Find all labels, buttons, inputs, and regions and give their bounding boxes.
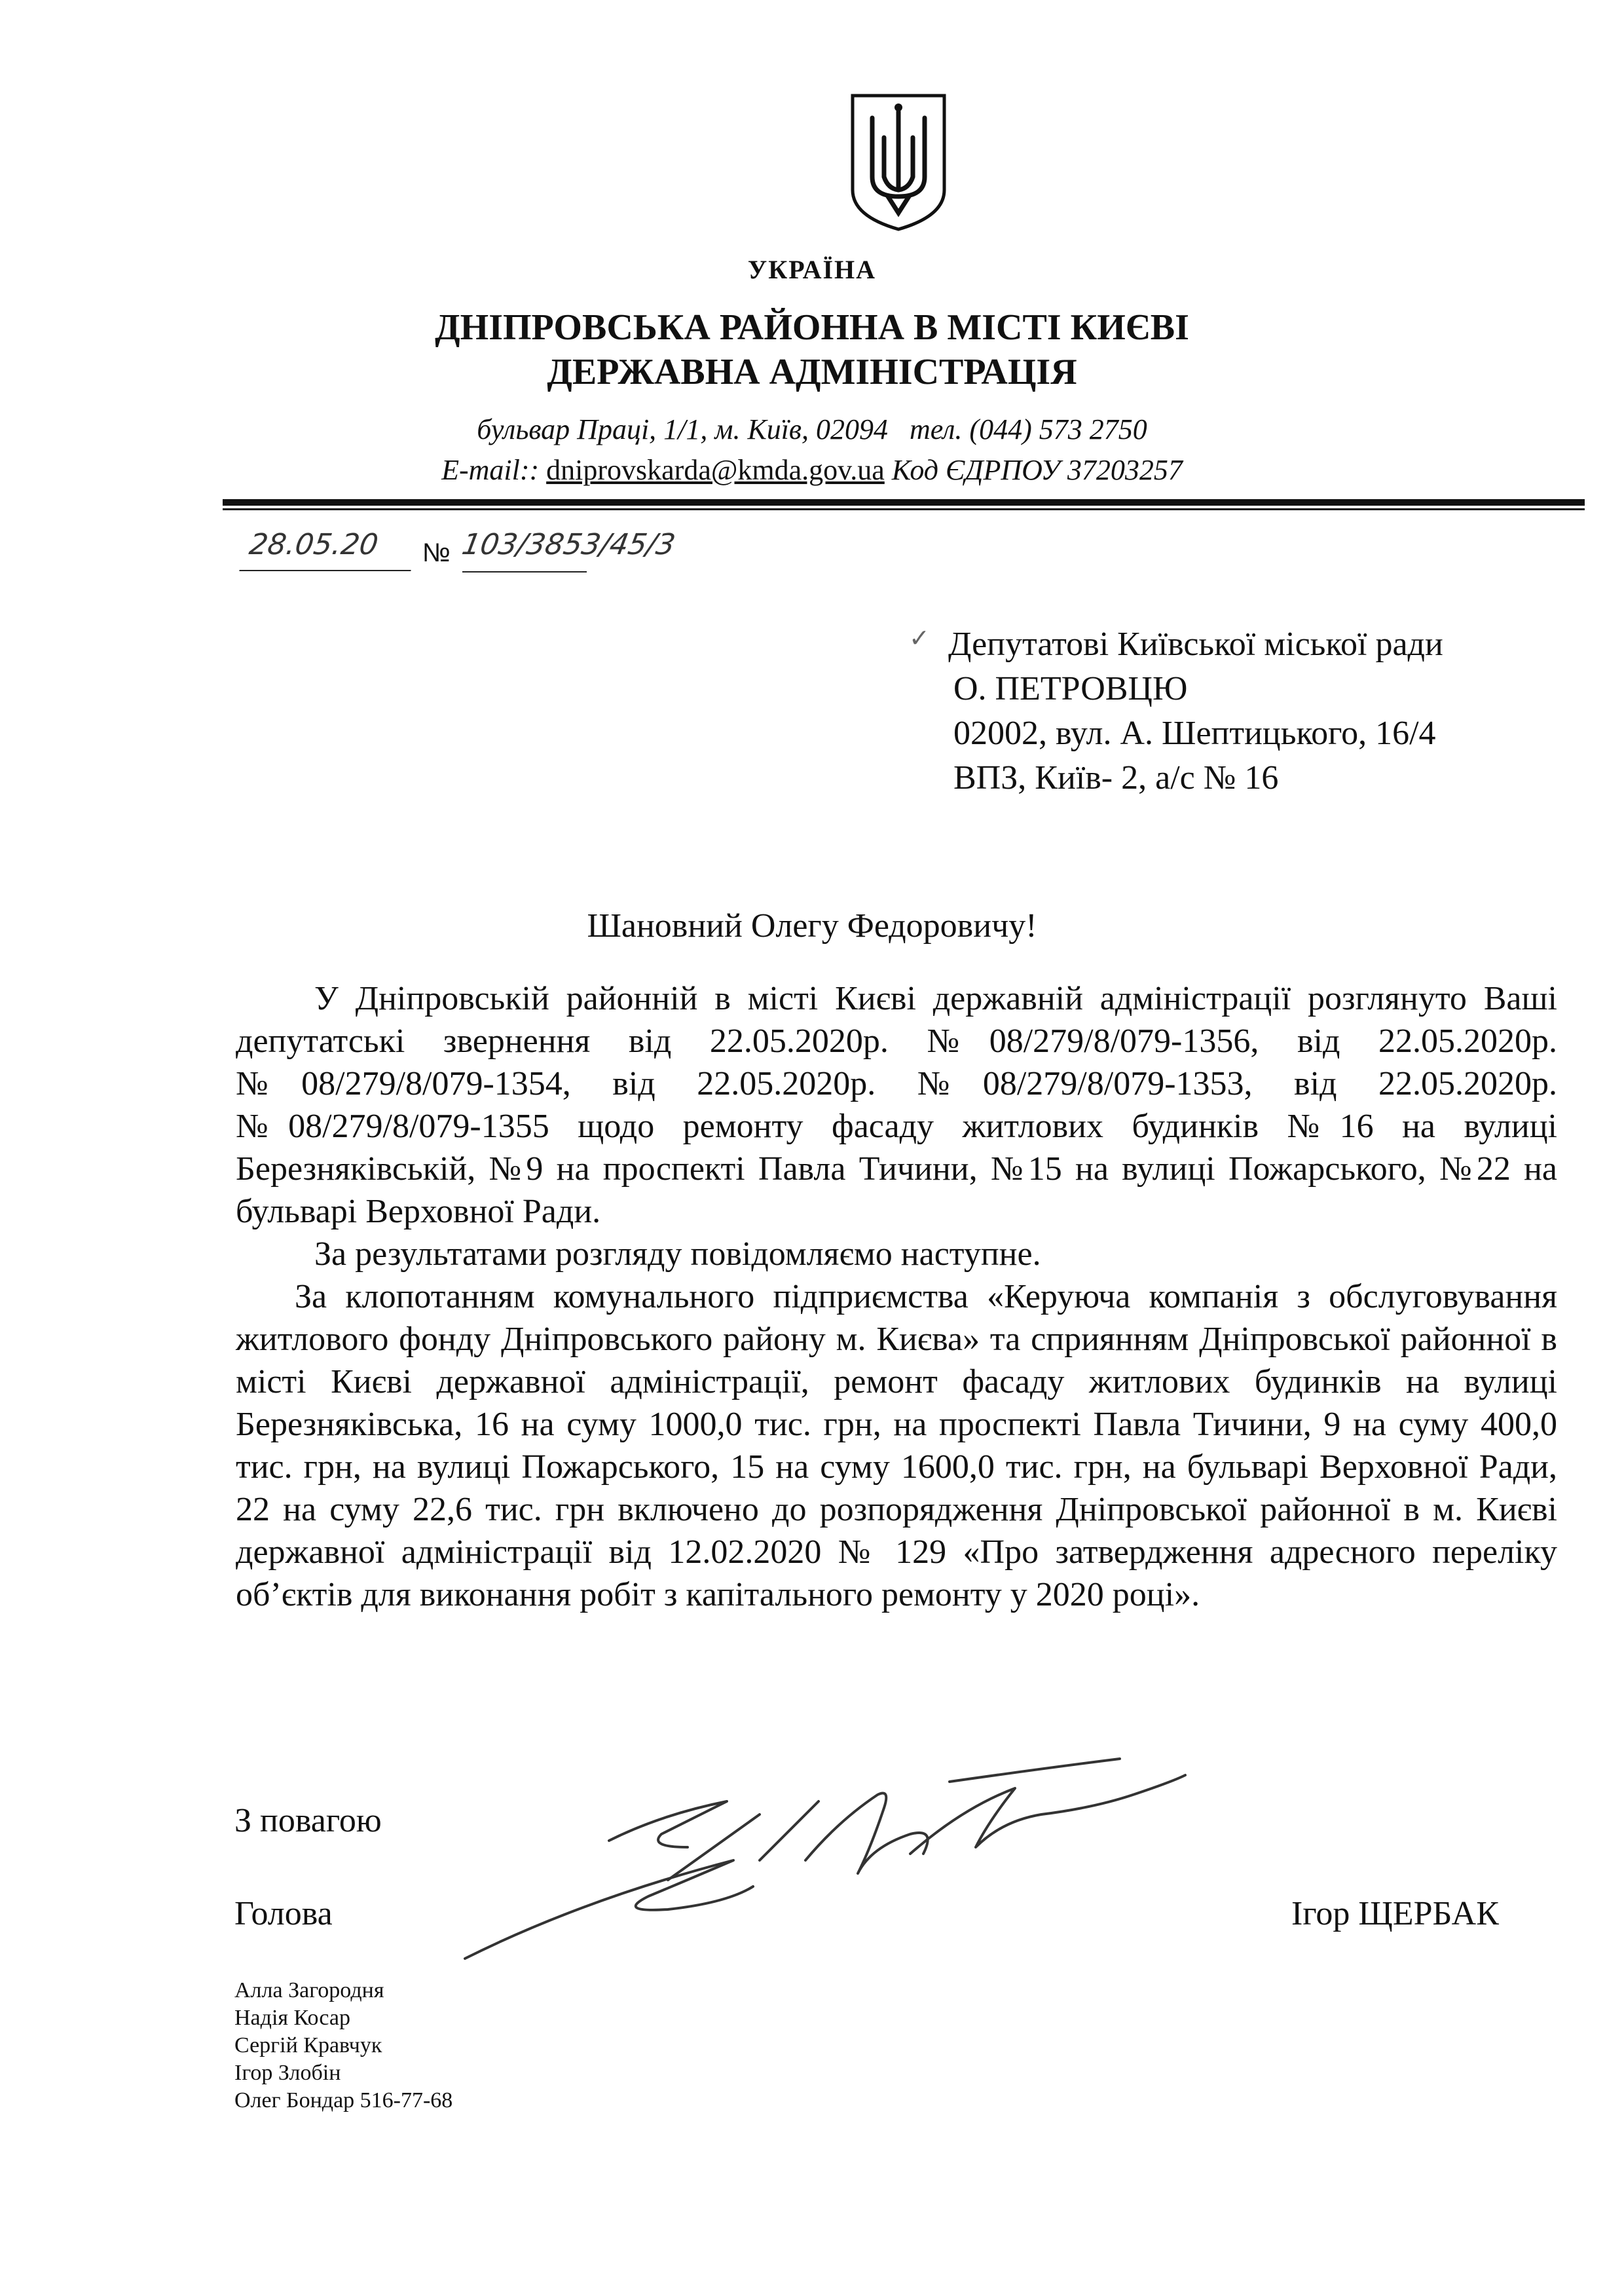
registration-date: 28.05.20 xyxy=(239,528,416,571)
phone: тел. (044) 573 2750 xyxy=(910,413,1147,445)
registration-number xyxy=(459,528,678,572)
body-paragraph-2: За результатами розгляду повідомляємо наступне. xyxy=(314,1235,1041,1273)
edrpou-code: Код ЄДРПОУ 37203257 xyxy=(891,454,1183,486)
signer-position: Голова xyxy=(234,1895,333,1932)
address: бульвар Праці, 1/1, м. Київ, 02094 xyxy=(477,413,889,445)
executors-list xyxy=(234,1977,452,2114)
contact-line2 xyxy=(0,453,1624,487)
executor-item: Олег Бондар 516-77-68 xyxy=(234,2088,453,2112)
body-paragraph-1: У Дніпровській районній в місті Києві державній адміністрації розглянуто Ваші депутатські звернення від 22.05.2020р. №08/279/8/079-1356, від 22.05.2020р. №08/279/8/079-1354, від 22.05.2020р. №08/279/8/079-1353, від 22.05.2020р. №08/279/8/079-1355 щодо ремонту фасаду житлових будинків №16 на вулиці Березняківській, №9 на проспекті Павла Тичини, №15 на вулиці Пожарського, №22 на бульварі Верховної Ради. xyxy=(236,980,1557,1230)
registration-number-value: 103/3853/45/3 xyxy=(459,528,678,561)
header-rule-thick xyxy=(223,499,1585,506)
handwritten-signature-icon xyxy=(452,1749,1198,1972)
recipient-name: О. ПЕТРОВЦЮ xyxy=(953,670,1188,707)
contact-line1 xyxy=(0,413,1624,446)
email-link[interactable]: dniprovskarda@kmda.gov.ua xyxy=(546,454,885,486)
closing-regards: З повагою xyxy=(234,1802,382,1839)
executor-item: Ігор Злобін xyxy=(234,2061,341,2085)
check-mark-icon: ✓ xyxy=(909,625,930,652)
recipient-address: 02002, вул. А. Шептицького, 16/4 xyxy=(953,715,1436,752)
header-rule-thin xyxy=(223,508,1585,510)
email-label: E-mail:: xyxy=(441,454,540,486)
recipient-title: Депутатові Київської міської ради xyxy=(948,626,1443,663)
salutation: Шановний Олегу Федоровичу! xyxy=(587,907,1037,945)
org-name-line2: ДЕРЖАВНА АДМІНІСТРАЦІЯ xyxy=(547,352,1077,392)
trident-emblem-icon xyxy=(849,92,948,232)
org-name-line1: ДНІПРОВСЬКА РАЙОННА В МІСТІ КИЄВІ xyxy=(435,307,1189,348)
recipient-block xyxy=(910,622,1443,800)
executor-item: Алла Загородня xyxy=(234,1978,384,2002)
signer-name: Ігор ЩЕРБАК xyxy=(1291,1895,1499,1932)
recipient-postbox: ВПЗ, Київ- 2, а/с № 16 xyxy=(953,759,1279,797)
country-name: УКРАЇНА xyxy=(747,255,877,284)
executor-item: Сергій Кравчук xyxy=(234,2033,382,2057)
body-paragraph-3: За клопотанням комунального підприємства «Керуюча компанія з обслуговування житлового фонду Дніпровського району м. Києва» та сприянням Дніпровської районної в місті Києві державної адміністрації, ремонт фасаду житлових будинків на вулиці Березняківська, 16 на суму 1000,0 тис. грн, на проспекті Павла Тичини, 9 на суму 400,0 тис. грн, на вулиці Пожарського, 15 на суму 1600,0 тис. грн, на бульварі Верховної Ради, 22 на суму 22,6 тис. грн включено до розпорядження Дніпровської районної в м. Києві державної адміністрації від 12.02.2020 № 129 «Про затвердження адресного переліку об’єктів для виконання робіт з капітального ремонту у 2020 році». xyxy=(236,1278,1557,1613)
letter-body xyxy=(236,977,1557,1616)
registration-number-label: № xyxy=(422,538,451,567)
executor-item: Надія Косар xyxy=(234,2006,350,2030)
